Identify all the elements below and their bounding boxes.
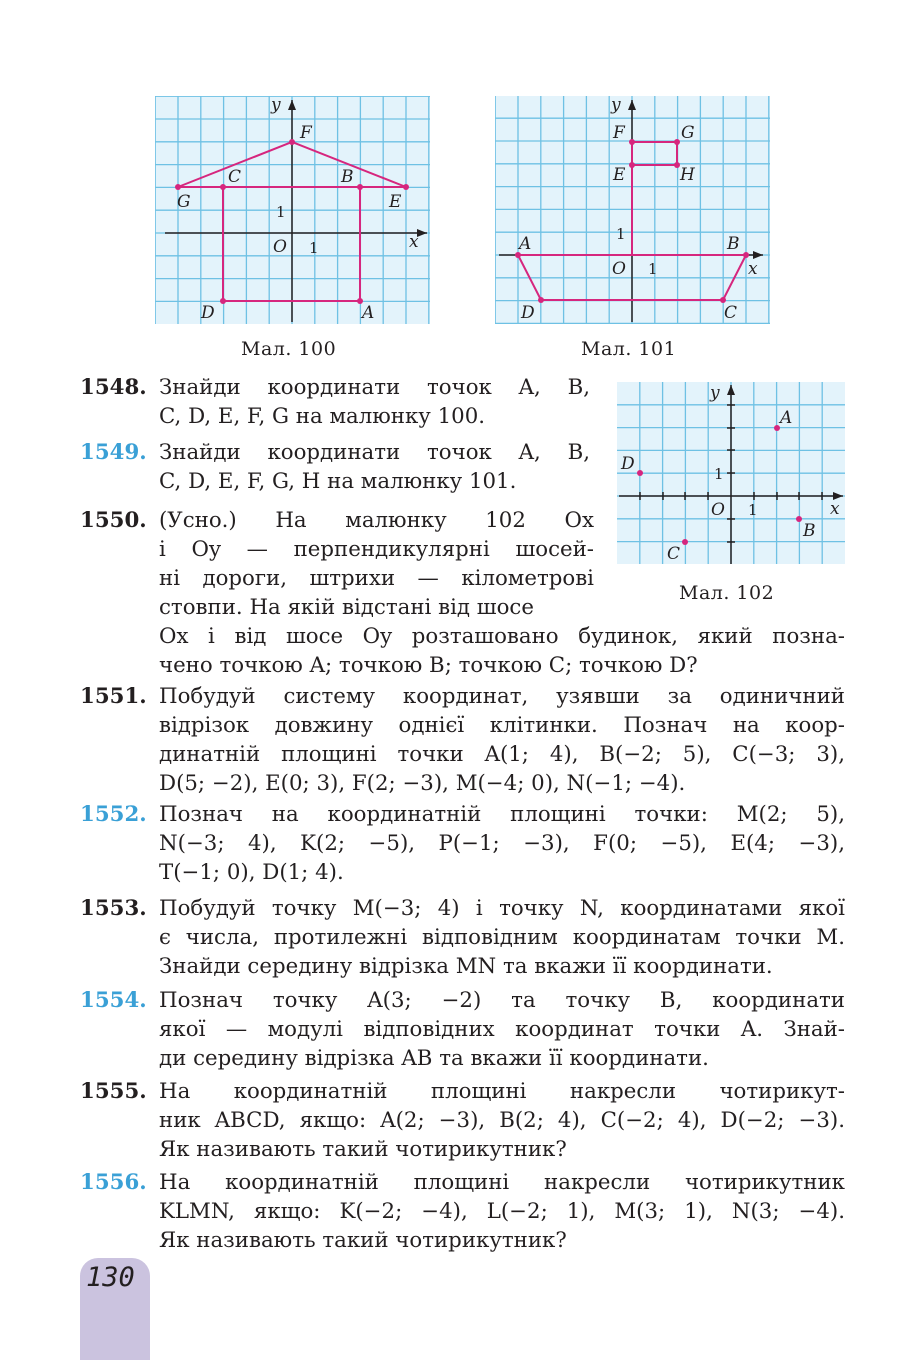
svg-text:y: y	[710, 383, 720, 403]
svg-text:B: B	[727, 234, 740, 254]
svg-text:D: D	[621, 454, 635, 474]
x-axis-label: x	[409, 232, 419, 252]
problem-1555: 1555. На координатній площині накресли чотирикут- ник ABCD, якщо: A(2; −3), B(2; 4), C(−2; 4), D(−2; −3). Як називають такий чотирикутник?	[80, 1079, 845, 1162]
caption-fig101: Мал. 101	[581, 338, 677, 360]
problem-1556: 1556. На координатній площині накресли чотирикутник KLMN, якщо: K(−2; −4), L(−2; 1), M(3; 1), N(3; −4). Як називають такий чотирикутник?	[80, 1170, 845, 1253]
figure-100	[155, 96, 430, 326]
svg-text:x: x	[748, 259, 758, 279]
svg-text:F: F	[300, 123, 312, 143]
svg-text:H: H	[680, 165, 695, 185]
svg-text:B: B	[803, 521, 816, 541]
svg-text:D: D	[521, 303, 535, 323]
svg-text:1: 1	[309, 239, 319, 257]
problem-1550: 1550. (Усно.) На малюнку 102 Ox і Oy — перпендикулярні шосей- ні дороги, штрихи — кілометрові стовпи. На якій відстані від шосе Ox і від шосе Oy розташовано будинок, який позна- чено точкою A; точкою B; точкою C; точкою D?	[80, 508, 845, 678]
svg-text:1: 1	[276, 203, 286, 221]
problem-1552: 1552. Познач на координатній площині точки: M(2; 5), N(−3; 4), K(2; −5), P(−1; −3), F(0; −5), E(4; −3), T(−1; 0), D(1; 4).	[80, 802, 845, 885]
svg-text:E: E	[389, 192, 402, 212]
svg-text:G: G	[177, 192, 191, 212]
y-axis-label: y	[271, 96, 281, 115]
svg-text:O: O	[273, 237, 287, 257]
svg-text:A: A	[780, 408, 793, 428]
svg-text:E: E	[613, 165, 626, 185]
svg-text:O: O	[612, 259, 626, 279]
problem-1554: 1554. Познач точку A(3; −2) та точку B, координати якої — модулі відповідних координат точки A. Знай- ди середину відрізка AB та вкажи її координати.	[80, 988, 845, 1071]
problem-1549: 1549. Знайди координати точок A, B, C, D, E, F, G, H на малюнку 101.	[80, 440, 590, 494]
svg-text:G: G	[681, 123, 695, 143]
problem-1553: 1553. Побудуй точку M(−3; 4) і точку N, координатами якої є числа, протилежні відповідним координатам точки M. Знайди середину відрізка MN та вкажи її координати.	[80, 896, 845, 979]
svg-text:C: C	[724, 303, 738, 323]
svg-text:D: D	[201, 303, 215, 323]
svg-text:1: 1	[648, 260, 658, 278]
svg-text:C: C	[667, 544, 681, 564]
svg-text:C: C	[228, 167, 242, 187]
page-number: 130	[86, 1262, 135, 1293]
problem-1548: 1548. Знайди координати точок A, B, C, D, E, F, G на малюнку 100.	[80, 375, 590, 429]
svg-text:F: F	[613, 123, 625, 143]
svg-text:B: B	[341, 167, 354, 187]
svg-text:x: x	[830, 499, 840, 519]
svg-text:O: O	[711, 500, 725, 520]
svg-text:1: 1	[748, 501, 758, 519]
svg-text:A: A	[519, 234, 532, 254]
svg-text:1: 1	[616, 225, 626, 243]
svg-text:y: y	[611, 96, 621, 115]
caption-fig100: Мал. 100	[241, 338, 337, 360]
caption-fig102: Мал. 102	[679, 582, 775, 604]
problem-1551: 1551. Побудуй систему координат, узявши за одиничний відрізок довжину однієї клітинки. Познач на коор- динатній площині точки A(1; 4), B(−2; 5), C(−3; 3), D(5; −2), E(0; 3), F(2; −3), M(−4; 0), N(−1; −4).	[80, 684, 845, 796]
svg-text:1: 1	[714, 465, 724, 483]
figure-101	[495, 96, 770, 326]
svg-text:A: A	[362, 303, 375, 323]
